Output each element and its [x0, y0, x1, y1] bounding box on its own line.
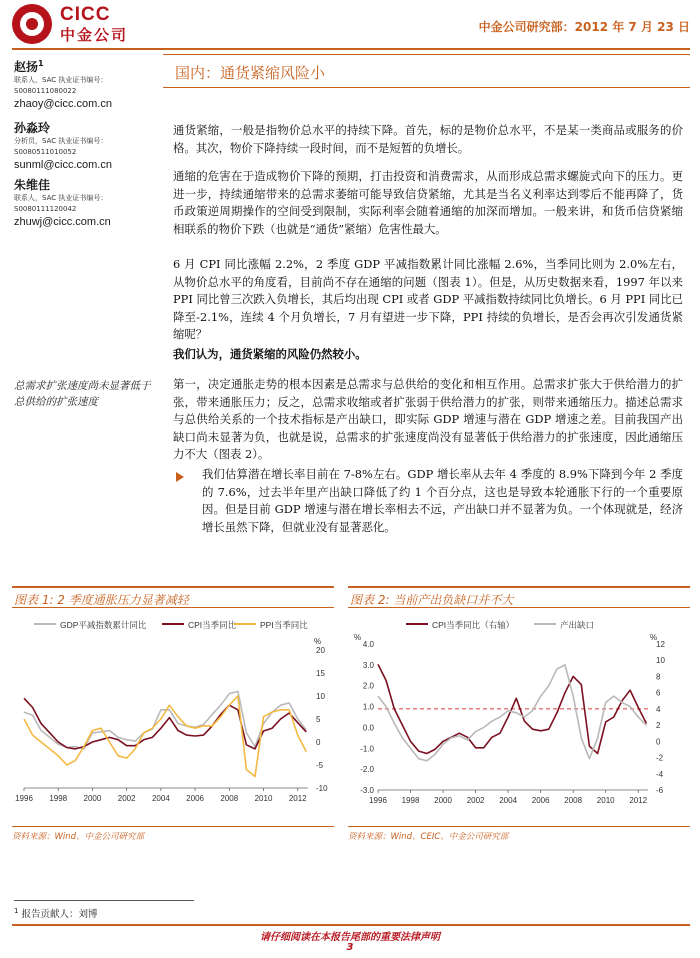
- x-tick-label: 2008: [220, 794, 239, 803]
- paragraph: 通货紧缩，一般是指物价总水平的持续下降。首先，标的是物价总水平，不是某一类商品或服务的价格。其次，物价下降持续一段时间，而不是短暂的负增长。: [173, 123, 683, 155]
- author-cert-label: 联系人，SAC 执业证书编号：: [14, 194, 108, 202]
- y-right-tick-label: -2: [656, 753, 664, 763]
- author-name: 朱维佳: [14, 178, 51, 192]
- chart2-source: 资料来源：Wind、CEIC、中金公司研究部: [348, 826, 690, 842]
- margin-note: 总需求扩张速度尚未显著低于总供给的扩张速度: [14, 380, 151, 408]
- author-block: [14, 176, 154, 229]
- y-right-tick-label: 0: [656, 737, 661, 747]
- x-tick-label: 2002: [466, 796, 485, 805]
- legend-label-cpi: CPI当季同比: [188, 620, 237, 630]
- x-tick-label: 2006: [531, 796, 550, 805]
- x-tick-label: 2000: [434, 796, 452, 805]
- y-tick-label: 5: [316, 715, 321, 724]
- page-header: [12, 4, 690, 46]
- y-right-tick-label: 12: [656, 640, 665, 649]
- y-left-tick-label: -1.0: [360, 744, 374, 754]
- x-tick-label: 1996: [15, 794, 33, 803]
- y-left-tick-label: 2.0: [362, 681, 374, 691]
- y-right-tick-label: -6: [656, 786, 664, 795]
- y-left-tick-label: -2.0: [360, 765, 374, 775]
- chart2-plot-area: [360, 640, 665, 805]
- legend-label-gdp-deflator: GDP平减指数累计同比: [60, 620, 147, 630]
- chart1: [12, 610, 334, 822]
- y-tick-label: 20: [316, 646, 325, 655]
- x-tick-label: 2010: [254, 794, 273, 803]
- chart1-right-unit: %: [314, 637, 322, 646]
- chart1-title: 图表 1: 2 季度通胀压力显著减轻: [14, 593, 189, 607]
- y-tick-label: -10: [316, 784, 328, 793]
- x-tick-label: 2004: [151, 794, 170, 803]
- cicc-logo-icon: [12, 4, 52, 44]
- author-cert-number: S0080111120042: [14, 205, 77, 213]
- y-right-tick-label: 6: [656, 688, 661, 698]
- author-email[interactable]: sunml@cicc.com.cn: [14, 159, 112, 171]
- bullet-arrow-icon: [176, 472, 184, 482]
- footnote-rule: [14, 900, 194, 901]
- x-tick-label: 2012: [629, 796, 648, 805]
- legend-label-output-gap: 产出缺口: [560, 620, 595, 630]
- header-rule: [12, 48, 690, 50]
- paragraph: 通缩的危害在于造成物价下降的预期，打击投资和消费需求，从而形成总需求螺旋式向下的压力。更进一步，持续通缩带来的总需求萎缩可能导致信贷紧缩，尤其是当名义利率达到零后不能再降了，货币政策逆周期操作的空间受到限制，实际利率会随着通缩的加深而增加。一般来讲，和货币信贷紧缩相联系的物价下跌（也就是“通货”紧缩）危害性最大。: [173, 169, 683, 236]
- chart1-source: 资料来源：Wind、中金公司研究部: [12, 826, 334, 842]
- author-cert-number: S0080111080022: [14, 87, 77, 95]
- page-number: 3: [346, 942, 354, 953]
- x-tick-label: 2006: [186, 794, 204, 803]
- author-block: [14, 58, 154, 111]
- x-tick-label: 1998: [49, 794, 68, 803]
- series-line: [378, 664, 646, 753]
- chart2: [348, 610, 690, 822]
- key-conclusion: 我们认为，通货紧缩的风险仍然较小。: [173, 347, 367, 361]
- author-email[interactable]: zhaoy@cicc.com.cn: [14, 98, 112, 110]
- y-left-tick-label: 3.0: [362, 660, 374, 670]
- x-tick-label: 1996: [369, 796, 387, 805]
- author-email[interactable]: zhuwj@cicc.com.cn: [14, 216, 111, 228]
- y-tick-label: 0: [316, 738, 321, 747]
- x-tick-label: 2010: [596, 796, 615, 805]
- author-name: 孙淼玲: [14, 121, 51, 135]
- x-tick-label: 2002: [117, 794, 136, 803]
- author-column: [14, 58, 154, 233]
- chart1-title-bar: [12, 586, 334, 608]
- legend-label-ppi: PPI当季同比: [260, 620, 308, 630]
- logo-text-cn: 中金公司: [60, 26, 129, 44]
- chart2-left-unit: %: [354, 633, 362, 642]
- y-right-tick-label: 10: [656, 656, 665, 666]
- bullet-paragraph: 我们估算潜在增长率目前在 7-8%左右。GDP 增长率从去年 4 季度的 8.9%下降到今年 2 季度的 7.6%，过去半年里产出缺口降低了约 1 个百分点，这也是导致本轮通胀下行的一个重要原因。但是目前 GDP 增速与潜在增长率相去不远，产出缺口并不显著为负。一个体现就是，经济增长虽然下降，但就业没有显著恶化。: [202, 467, 683, 534]
- author-cert-label: 联系人，SAC 执业证书编号：: [14, 76, 108, 84]
- section-title-bar: [163, 54, 690, 88]
- chart1-plot-area: [15, 646, 328, 803]
- y-left-tick-label: 1.0: [362, 702, 374, 712]
- y-tick-label: 10: [316, 692, 325, 701]
- section-title: 国内：通货紧缩风险小: [175, 64, 326, 82]
- paragraph: 第一，决定通胀走势的根本因素是总需求与总供给的变化和相互作用。总需求扩张大于供给潜力的扩张，带来通胀压力；反之，总需求收缩或者扩张弱于供给潜力的扩张，则带来通缩压力。描述总需求与总供给关系的一个技术指标是产出缺口，即实际 GDP 增速与潜在 GDP 增速之差。目前我国产出缺口尚未显著为负，也就是说，总需求的扩张速度尚没有显著低于供给潜力的扩张速度，因此通缩压力不大（图表 2）。: [173, 377, 683, 461]
- chart2-right-unit: %: [650, 633, 658, 642]
- chart1-svg: [12, 610, 334, 822]
- y-left-tick-label: 0.0: [362, 723, 374, 733]
- chart2-title: 图表 2: 当前产出负缺口并不大: [350, 593, 514, 607]
- y-left-tick-label: -3.0: [360, 786, 374, 795]
- legal-notice[interactable]: 请仔细阅读在本报告尾部的重要法律声明: [260, 932, 440, 943]
- x-tick-label: 1998: [401, 796, 420, 805]
- author-block: [14, 119, 154, 172]
- y-tick-label: 15: [316, 669, 325, 678]
- footnote: $^1$ 报告贡献人：刘博: [14, 906, 98, 920]
- logo-text-en: CICC: [60, 4, 111, 25]
- y-right-tick-label: 4: [656, 704, 661, 714]
- author-cert-label: 分析员，SAC 执业证书编号：: [14, 137, 108, 145]
- series-line: [24, 696, 306, 777]
- chart2-svg: [348, 610, 690, 822]
- x-tick-label: 2012: [288, 794, 307, 803]
- author-name: 赵扬$^1$: [14, 59, 44, 74]
- x-tick-label: 2000: [83, 794, 102, 803]
- series-line: [24, 691, 306, 749]
- y-left-tick-label: 4.0: [362, 640, 374, 649]
- y-tick-label: -5: [316, 761, 324, 770]
- footer-rule: [12, 924, 690, 926]
- legend-label-cpi-right: CPI当季同比（右轴）: [432, 620, 515, 630]
- chart2-title-bar: [348, 586, 690, 608]
- y-right-tick-label: -4: [656, 769, 664, 779]
- x-tick-label: 2004: [499, 796, 518, 805]
- header-dept-date: 中金公司研究部：2012 年 7 月 23 日: [478, 20, 690, 34]
- paragraph: 6 月 CPI 同比涨幅 2.2%，2 季度 GDP 平减指数累计同比涨幅 2.6%，当季同比则为 2.0%左右，从物价总水平的角度看，目前尚不存在通缩的问题（图表 1）。但是，从历史数据来看，1997 年以来 PPI 同比曾三次跌入负增长，其后均出现 CPI 或者 GDP 平减指数持续同比负增长。6 月 PPI 同比已降至-2.1%，连续 4 个月负增长，7 月有望进一步下降，PPI 持续的负增长，是否会再次引发通货紧缩呢？: [173, 257, 683, 341]
- y-right-tick-label: 2: [656, 721, 661, 731]
- series-line: [378, 665, 646, 761]
- author-cert-number: S0080511010052: [14, 148, 77, 156]
- x-tick-label: 2008: [564, 796, 583, 805]
- y-right-tick-label: 8: [656, 672, 661, 682]
